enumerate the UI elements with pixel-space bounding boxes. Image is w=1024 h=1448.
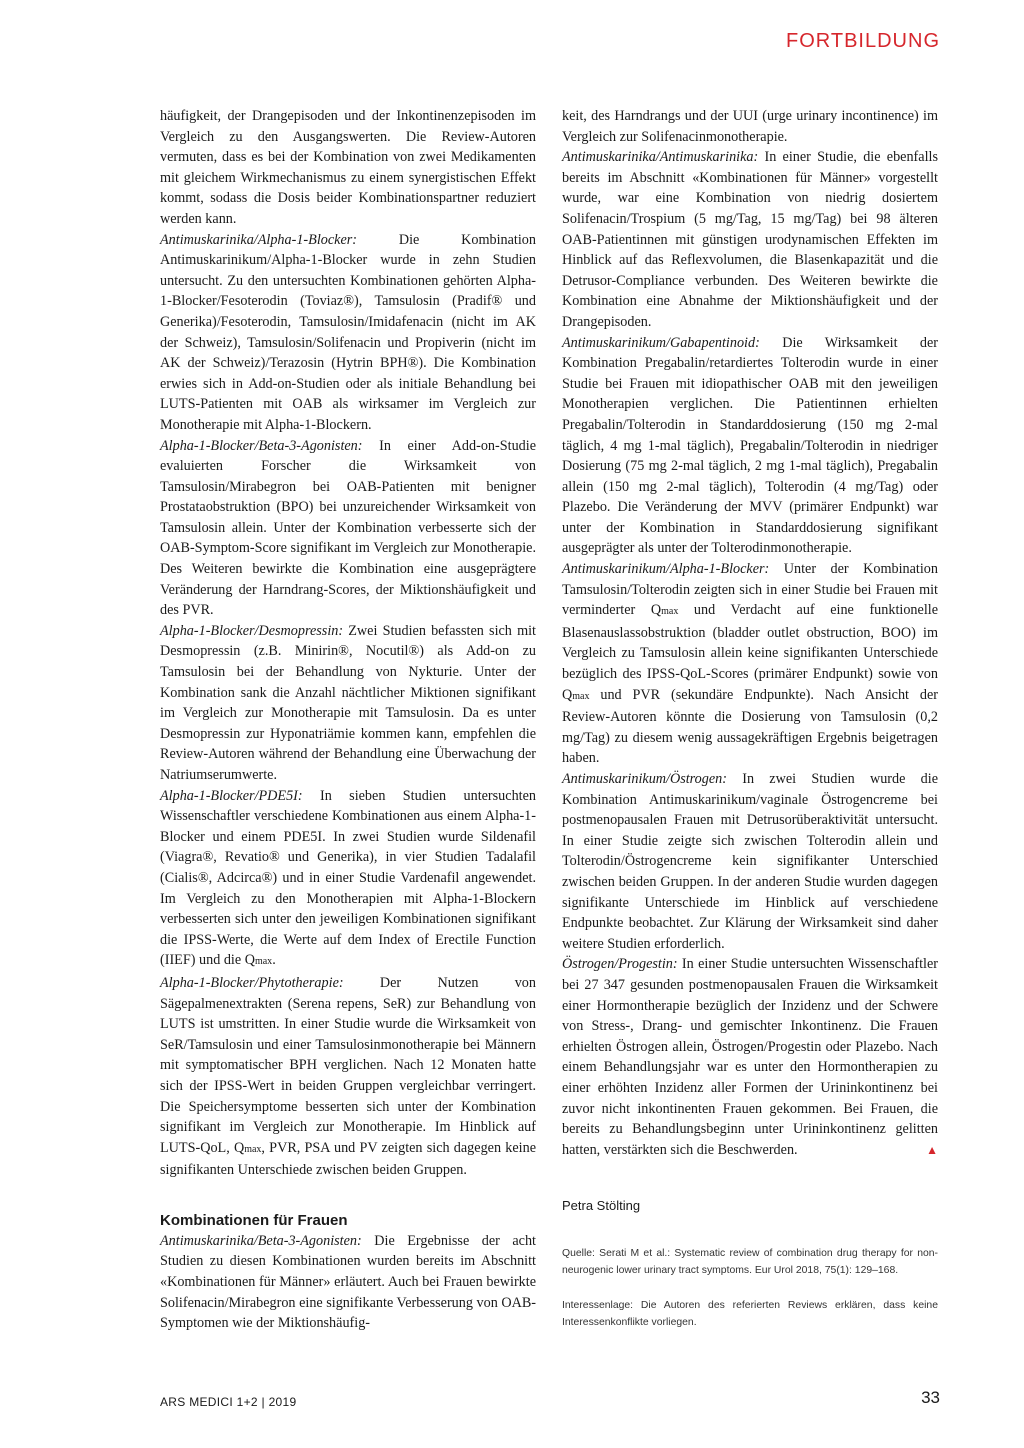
paragraph (562, 769, 938, 954)
paragraph-text: In zwei Studien wurde die Kombination Antimuskarinikum/vaginale Östrogencreme bei postmenopausalen Frauen mit Detrusorüberaktivität untersucht. In einer Studie zeigte sich zwischen Tolterodin allein und Tolterodin/Östrogencreme kein signifikanter Unterschied zwischen beiden Gruppen. In der anderen Studie wurden dagegen signifikante Unterschiede im Hinblick auf verschiedene Endpunkte beobachtet. Zur Klärung der Wirksamkeit sind daher weitere Studien erforderlich. (562, 771, 938, 952)
subscript: max (254, 956, 273, 968)
paragraph-text: . (272, 952, 276, 969)
paragraph-heading: Antimuskarinika/Alpha-1-Blocker: (160, 231, 357, 248)
paragraph-text: In einer Studie, die ebenfalls bereits im Abschnitt «Kombinationen für Männer» vorgestellt wurde, war eine Kombination von niedrig dosiertem Solifenacin/Trospium (5 mg/Tag, 15 mg/Tag) bei 98 älteren OAB-Patientinnen mit günstigen urodynamischen Effekten im Hinblick auf das Reflexvolumen, die Blasenkapazität und die Detrusor-Compliance verbunden. Des Weiteren bewirkte die Kombination eine Abnahme der Miktionshäufigkeit und der Drangepisoden. (562, 149, 938, 330)
paragraph-heading: Alpha-1-Blocker/Beta-3-Agonisten: (160, 437, 363, 454)
author-name: Petra Stölting (562, 1198, 641, 1214)
left-column (160, 106, 536, 1334)
paragraph-heading: Antimuskarinika/Beta-3-Agonisten: (160, 1232, 362, 1249)
section-label: FORTBILDUNG (786, 30, 940, 52)
paragraph (562, 333, 938, 560)
paragraph (160, 786, 536, 973)
paragraph (160, 436, 536, 621)
right-column (562, 106, 938, 1331)
paragraph: häufigkeit, der Drangepisoden und der Inkontinenzepisoden im Vergleich zu den Ausgangswerten. Die Review-Autoren vermuten, dass es bei der Kombination von zwei Medikamenten mit gleichem Wirkmechanismus zu einem synergistischen Effekt kommt, sodass die Dosis beider Kombinationspartner reduziert werden kann. (160, 108, 536, 227)
paragraph-heading: Antimuskarinika/Antimuskarinika: (562, 149, 759, 166)
paragraph-text: Unter der Kombination Tamsulosin/Tolterodin zeigten sich in einer Studie bei Frauen mit verminderter Q (562, 561, 938, 619)
paragraph (160, 1231, 536, 1334)
paragraph-heading: Alpha-1-Blocker/PDE5I: (160, 787, 303, 804)
subscript: max (244, 1143, 262, 1155)
section-heading: Kombinationen für Frauen (160, 1211, 348, 1229)
paragraph-text: Die Kombination Antimuskarinikum/Alpha-1-Blocker wurde in zehn Studien untersucht. Zu den untersuchten Kombinationen gehörten Alpha-1-Blocker/Fesoterodin (Toviaz®), Tamsulosin (Pradif® und Generika)/Fesoterodin, Tamsulosin/Imidafenacin (nicht im AK der Schweiz), Tamsulosin/Solifenacin und Propiverin (nicht im AK der Schweiz)/Terazosin (Hytrin BPH®). Die Kombination erwies sich in Add-on-Studien oder als initiale Behandlung bei LUTS-Patienten mit OAB als wirksamer im Vergleich zur Monotherapie mit Alpha-1-Blockern. (160, 231, 536, 433)
paragraph (562, 559, 938, 769)
paragraph-text: In einer Studie untersuchten Wissenschaftler bei 27 347 gesunden postmenopausalen Frauen die Wirksamkeit einer Hormontherapie bezüglich der Inzidenz und der Schwere von Stress-, Drang- und gemischter Inkontinenz. Die Frauen erhielten Östrogen allein, Östrogen/Progestin oder Plazebo. Nach einem Behandlungsjahr war es unter den Hormontherapien zu einer erhöhten Inzidenz aller Formen der Urininkontinenz bei zuvor nicht inkontinenten Frauen gekommen. Bei Frauen, die bereits zu Behandlungsbeginn unter Urininkontinenz gelitten hatten, verstärkten sich die Beschwerden. (562, 956, 938, 1158)
paragraph-text: , PVR, PSA und PV zeigten sich dagegen keine signifikanten Unterschiede zwischen beiden Gruppen. (160, 1139, 536, 1179)
page-number: 33 (921, 1388, 940, 1407)
paragraph-heading: Antimuskarinikum/Östrogen: (562, 771, 727, 787)
paragraph: keit, des Harndrangs und der UUI (urge urinary incontinence) im Vergleich zur Solifenacinmonotherapie. (562, 108, 938, 145)
paragraph-heading: Östrogen/Progestin: (562, 956, 678, 973)
paragraph-heading: Alpha-1-Blocker/Phytotherapie: (160, 974, 344, 991)
interest-note: Interessenlage: Die Autoren des referierten Reviews erklären, dass keine Interessenkonflikte vorliegen. (562, 1299, 938, 1328)
paragraph (160, 230, 536, 436)
source-note: Quelle: Serati M et al.: Systematic review of combination drug therapy for non-neurogenic lower urinary tract symptoms. Eur Urol 2018, 75(1): 129–168. (562, 1247, 938, 1276)
end-triangle-icon: ▲ (926, 1142, 938, 1157)
paragraph-text: In sieben Studien untersuchten Wissenschaftler verschiedene Kombinationen aus einem Alpha-1-Blocker und einem PDE5I. In zwei Studien wurde Sildenafil (Viagra®, Revatio® und Generika), in vier Studien Tadalafil (Cialis®, Adcirca®) und in einer Studie Vardenafil angewendet. Im Vergleich zu den Monotherapien mit Alpha-1-Blockern verbesserten sich unter den jeweiligen Kombinationen signifikant die IPSS-Werte, die Werte auf dem Index of Erectile Function (IIEF) und die Q (160, 787, 536, 969)
paragraph-text: Die Ergebnisse der acht Studien zu diesen Kombinationen wurden bereits im Abschnitt «Kombinationen für Männer» erläutert. Auch bei Frauen bewirkte Solifenacin/Mirabegron eine signifikante Verbesserung von OAB-Symptomen wie der Miktionshäufig- (160, 1232, 537, 1332)
paragraph-text: und Verdacht auf eine funktionelle Blasenauslassobstruktion (bladder outlet obstruction, BOO) im Vergleich zu Tamsulosin allein keine signifikanten Unterschiede bezüglich des IPSS-QoL-Scores (primärer Endpunkt) sowie von Q (562, 602, 938, 703)
paragraph-text: In einer Add-on-Studie evaluierten Forscher die Wirksamkeit von Tamsulosin/Mirabegron bei OAB-Patienten mit benigner Prostataobstruktion (BPO) bei unzureichender Wirksamkeit von Tamsulosin allein. Unter der Kombination verbesserte sich der OAB-Symptom-Score signifikant im Vergleich zur Monotherapie. Des Weiteren bewirkte die Kombination eine ausgeprägtere Veränderung der Harndrang-Scores, der Miktionshäufigkeit und des PVR. (160, 437, 536, 619)
paragraph (160, 973, 536, 1181)
paragraph (562, 954, 938, 1160)
paragraph (562, 147, 938, 332)
paragraph-heading: Antimuskarinikum/Gabapentinoid: (562, 334, 760, 351)
paragraph-text: und PVR (sekundäre Endpunkte). Nach Ansicht der Review-Autoren könnte die Dosierung von Tamsulosin (0,2 mg/Tag) zu diesem wenig aussagekräftigen Ergebnis beigetragen haben. (562, 686, 938, 767)
paragraph-text: Die Wirksamkeit der Kombination Pregabalin/retardiertes Tolterodin wurde in einer Studie bei Frauen mit idiopathischer OAB mit den jeweiligen Monotherapien verglichen. Die Patientinnen erhielten Pregabalin/Tolterodin in Standarddosierung (150 mg 2-mal täglich, 4 mg 1-mal täglich), Pregabalin/Tolterodin in niedriger Dosierung (75 mg 2-mal täglich, 2 mg 1-mal täglich), Pregabalin allein (150 mg 2-mal täglich), Tolterodin (4 mg/Tag) oder Plazebo. Die Veränderung der MVV (primärer Endpunkt) war unter der Kombination in Standarddosierung signifikant ausgeprägter als unter der Tolterodinmonotherapie. (562, 334, 938, 557)
subscript: max (661, 606, 679, 618)
journal-footer: ARS MEDICI 1+2 | 2019 (160, 1395, 297, 1409)
subscript: max (572, 690, 590, 702)
paragraph-heading: Alpha-1-Blocker/Desmopressin: (160, 622, 344, 639)
paragraph-text: Der Nutzen von Sägepalmenextrakten (Serena repens, SeR) zur Behandlung von LUTS ist umstritten. In einer Studie wurde die Wirksamkeit von SeR/Tamsulosin und einer Tamsulosinmonotherapie bei Männern mit symptomatischer BPH verglichen. Nach 12 Monaten hatte sich der IPSS-Wert in beiden Gruppen vergleichbar verringert. Die Speichersymptome besserten sich unter der Kombination signifikant im Vergleich zur Monotherapie. Im Hinblick auf LUTS-QoL, Q (160, 974, 536, 1156)
paragraph-heading: Antimuskarinikum/Alpha-1-Blocker: (562, 561, 770, 578)
paragraph (160, 621, 536, 786)
paragraph-text: Zwei Studien befassten sich mit Desmopressin (z.B. Minirin®, Nocutil®) als Add-on zu Tamsulosin bei der Behandlung von Nykturie. Unter der Kombination sank die Anzahl nächtlicher Miktionen signifikant im Vergleich zur Monotherapie mit Tamsulosin. Da es unter Desmopressin zur Hyponatriämie kommen kann, empfehlen die Review-Autoren während der Behandlung eine Überwachung der Natriumserumwerte. (160, 622, 536, 783)
